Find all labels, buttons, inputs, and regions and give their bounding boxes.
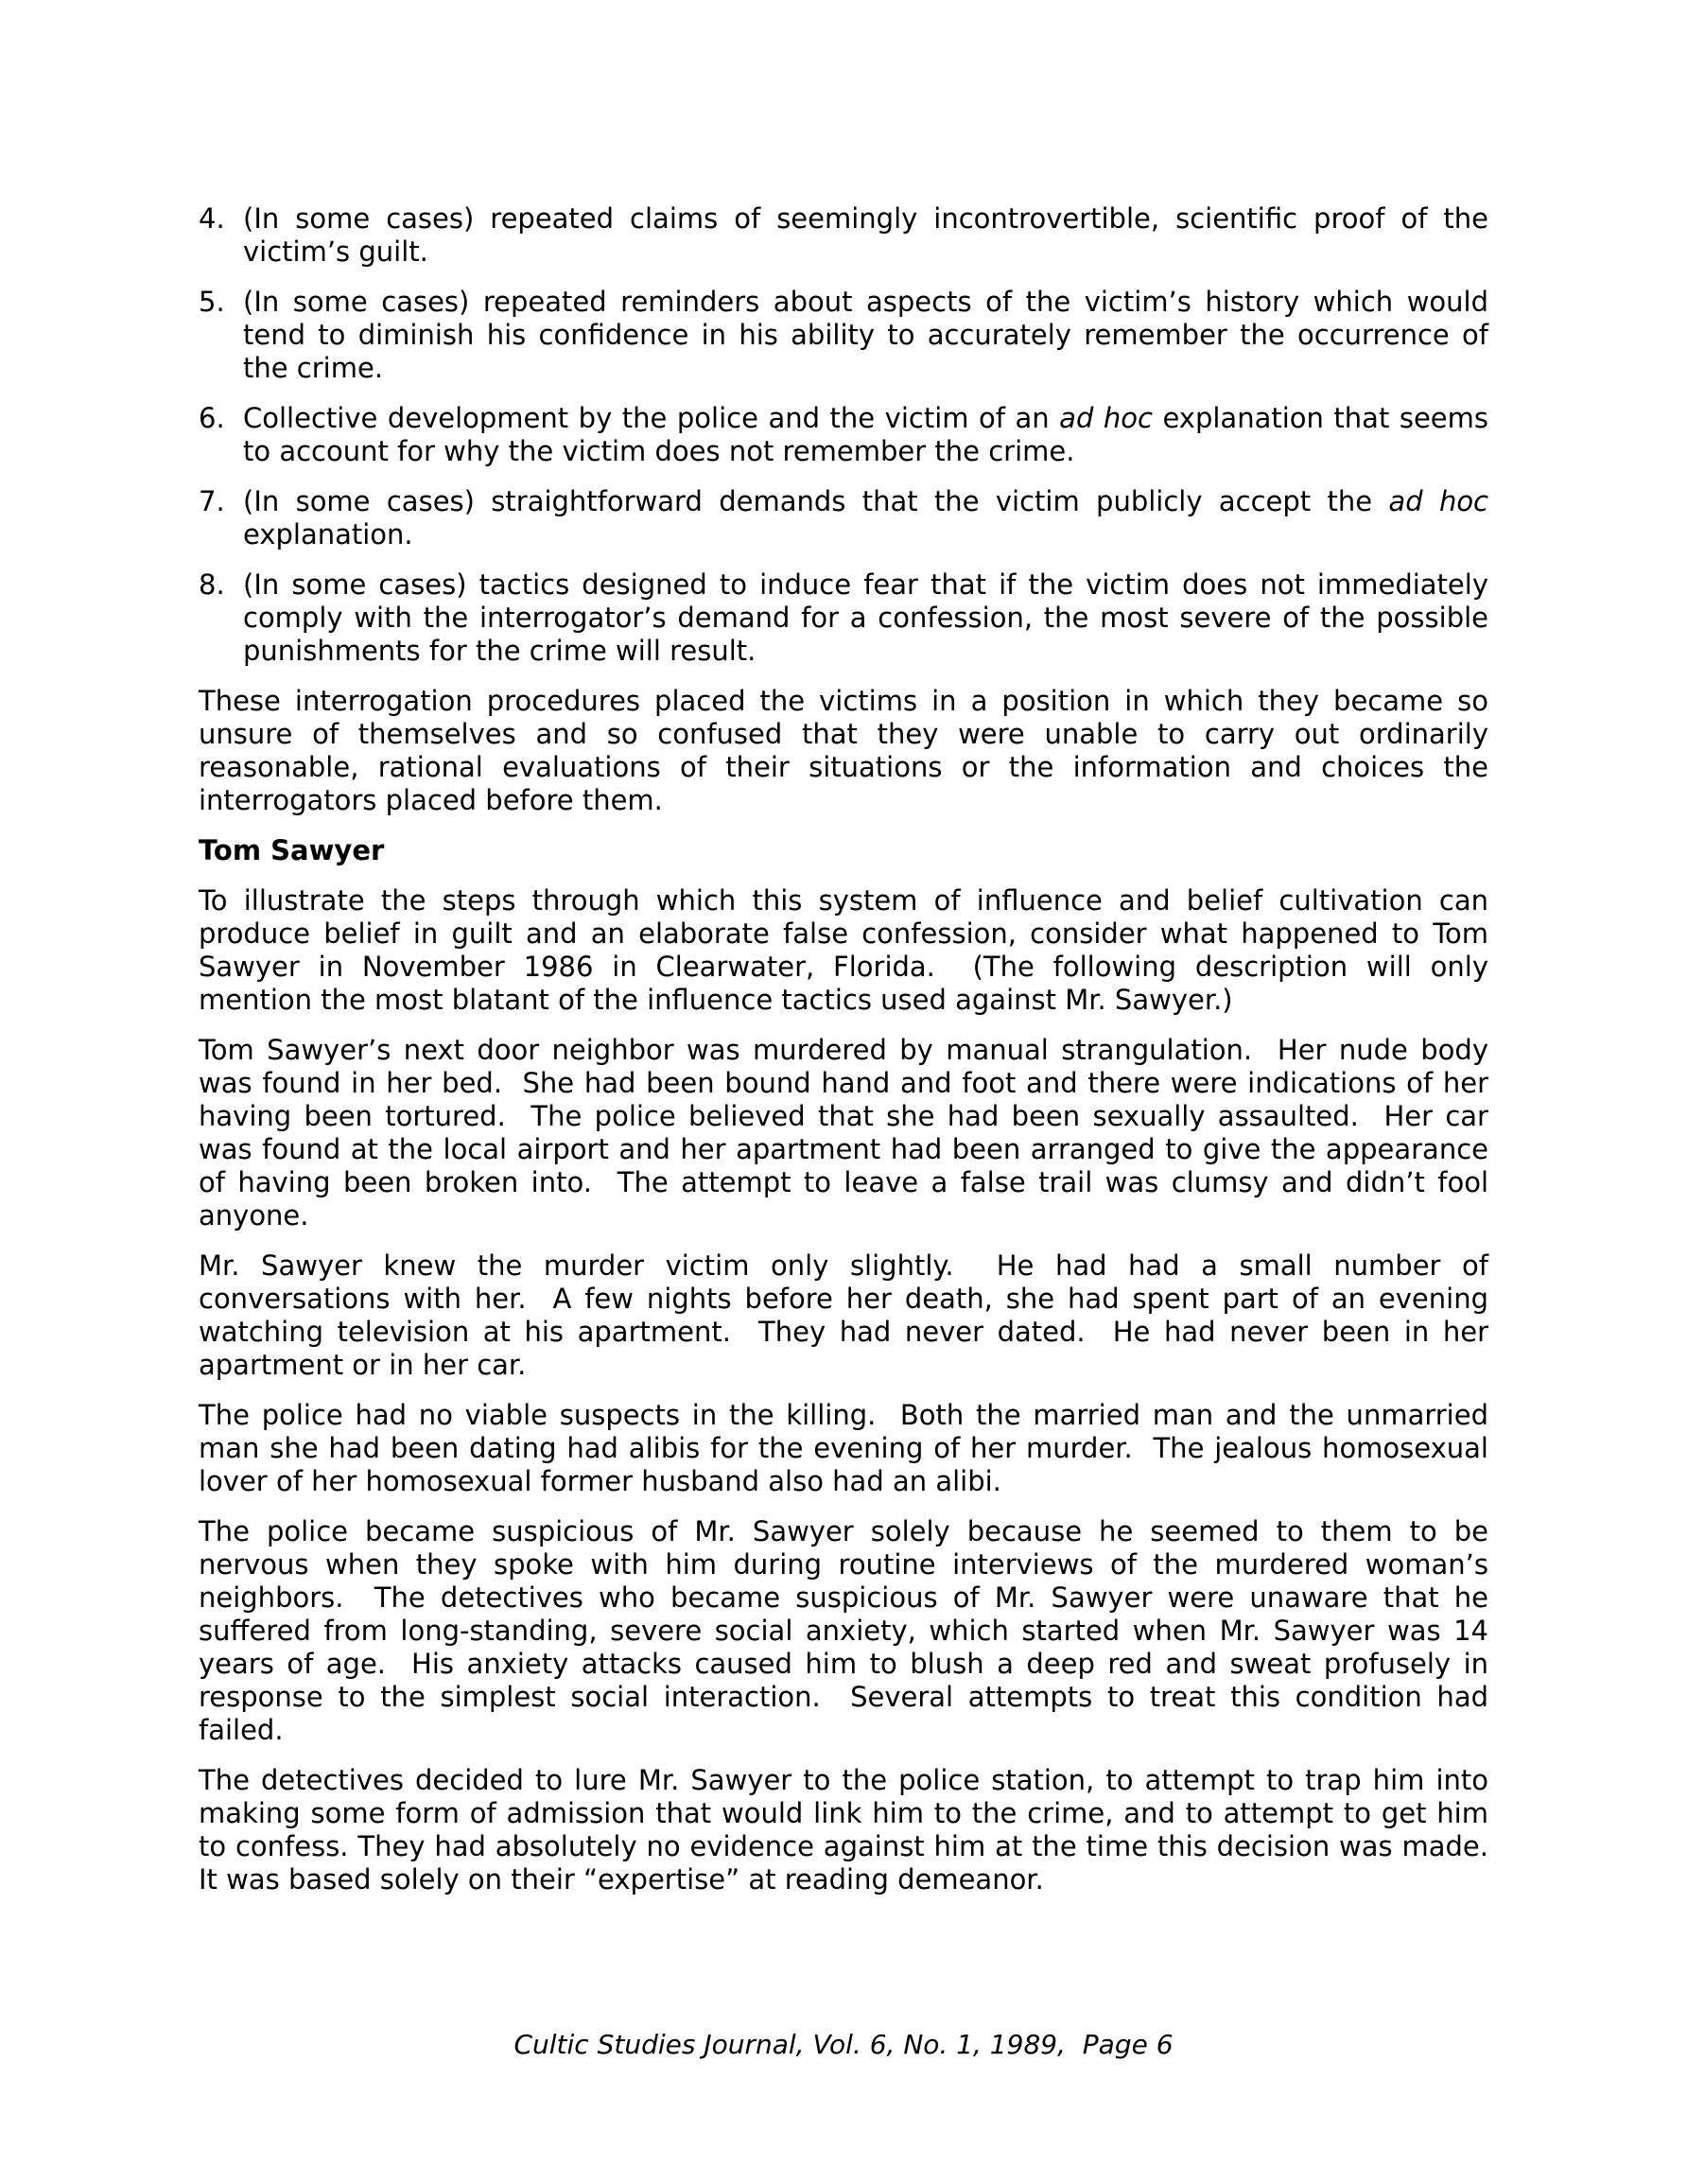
list-item-italic-ad-hoc: ad hoc bbox=[1059, 402, 1153, 434]
list-item-4 bbox=[199, 202, 1488, 269]
list-item-number: 7. bbox=[199, 485, 225, 517]
paragraph-neighbor-murder: Tom Sawyer’s next door neighbor was murdered by manual strangulation. Her nude body was found in her bed. She had been bound hand and foot and there were indications of her having been tortured. The police believed that she had been sexually assaulted. Her car was found at the local airport and her apartment had been arranged to give the appearance of having been broken into. The attempt to leave a false trail was clumsy and didn’t fool anyone. bbox=[199, 1034, 1488, 1232]
list-item-text: (In some cases) repeated reminders about aspects of the victim’s history which would tend to diminish his confidence in his ability to accurately remember the occurrence of the crime. bbox=[243, 286, 1488, 384]
list-item-number: 5. bbox=[199, 286, 225, 318]
page-footer: Cultic Studies Journal, Vol. 6, No. 1, 1989, Page 6 bbox=[513, 2029, 1174, 2060]
list-item-7 bbox=[199, 485, 1488, 551]
list-item-6 bbox=[199, 402, 1488, 468]
list-item-5 bbox=[199, 286, 1488, 385]
paragraph-illustrate: To illustrate the steps through which this system of influence and belief cultivation can produce belief in guilt and an elaborate false confession, consider what happened to Tom Sawyer in November 1986 in Clearwater, Florida. (The following description will only mention the most blatant of the influence tactics used against Mr. Sawyer.) bbox=[199, 884, 1488, 1016]
list-item-text: Collective development by the police and the victim of an bbox=[243, 402, 1060, 434]
list-item-text: (In some cases) tactics designed to induce fear that if the victim does not immediately comply with the interrogator’s demand for a confession, the most severe of the possible punishments for the crime will result. bbox=[243, 568, 1488, 667]
list-item-number: 8. bbox=[199, 568, 225, 601]
list-item-text-after: explanation. bbox=[243, 518, 413, 550]
paragraph-detectives-lure: The detectives decided to lure Mr. Sawyer to the police station, to attempt to trap him into making some form of admission that would link him to the crime, and to attempt to get him to confess. They had absolutely no evidence against him at the time this decision was made. It was based solely on their “expertise” at reading demeanor. bbox=[199, 1764, 1488, 1896]
paragraph-knew-victim: Mr. Sawyer knew the murder victim only slightly. He had had a small number of conversations with her. A few nights before her death, she had spent part of an evening watching television at his apartment. They had never dated. He had never been in her apartment or in her car. bbox=[199, 1249, 1488, 1381]
list-item-text-after: explanation that seems to account for why the victim does not remember the crime. bbox=[243, 402, 1488, 467]
list-item-8 bbox=[199, 568, 1488, 668]
list-item-text: (In some cases) repeated claims of seemingly incontrovertible, scientific proof of the victim’s guilt. bbox=[243, 202, 1488, 268]
list-item-text: (In some cases) straightforward demands that the victim publicly accept the bbox=[243, 485, 1389, 517]
paragraph-interrogation-summary: These interrogation procedures placed the victims in a position in which they became so unsure of themselves and so confused that they were unable to carry out ordinarily reasonable, rational evaluations of their situations or the information and choices the interrogators placed before them. bbox=[199, 685, 1488, 816]
paragraph-police-suspicious: The police became suspicious of Mr. Sawyer solely because he seemed to them to be nervous when they spoke with him during routine interviews of the murdered woman’s neighbors. The detectives who became suspicious of Mr. Sawyer were unaware that he suffered from long-standing, severe social anxiety, which started when Mr. Sawyer was 14 years of age. His anxiety attacks caused him to blush a deep red and sweat profusely in response to the simplest social interaction. Several attempts to treat this condition had failed. bbox=[199, 1515, 1488, 1746]
section-heading-tom-sawyer: Tom Sawyer bbox=[199, 834, 385, 866]
list-item-number: 6. bbox=[199, 402, 225, 434]
paragraph-no-suspects: The police had no viable suspects in the killing. Both the married man and the unmarried man she had been dating had alibis for the evening of her murder. The jealous homosexual lover of her homosexual former husband also had an alibi. bbox=[199, 1399, 1488, 1497]
list-item-number: 4. bbox=[199, 202, 225, 235]
list-item-italic-ad-hoc: ad hoc bbox=[1388, 485, 1489, 517]
page-content bbox=[199, 202, 1488, 1913]
